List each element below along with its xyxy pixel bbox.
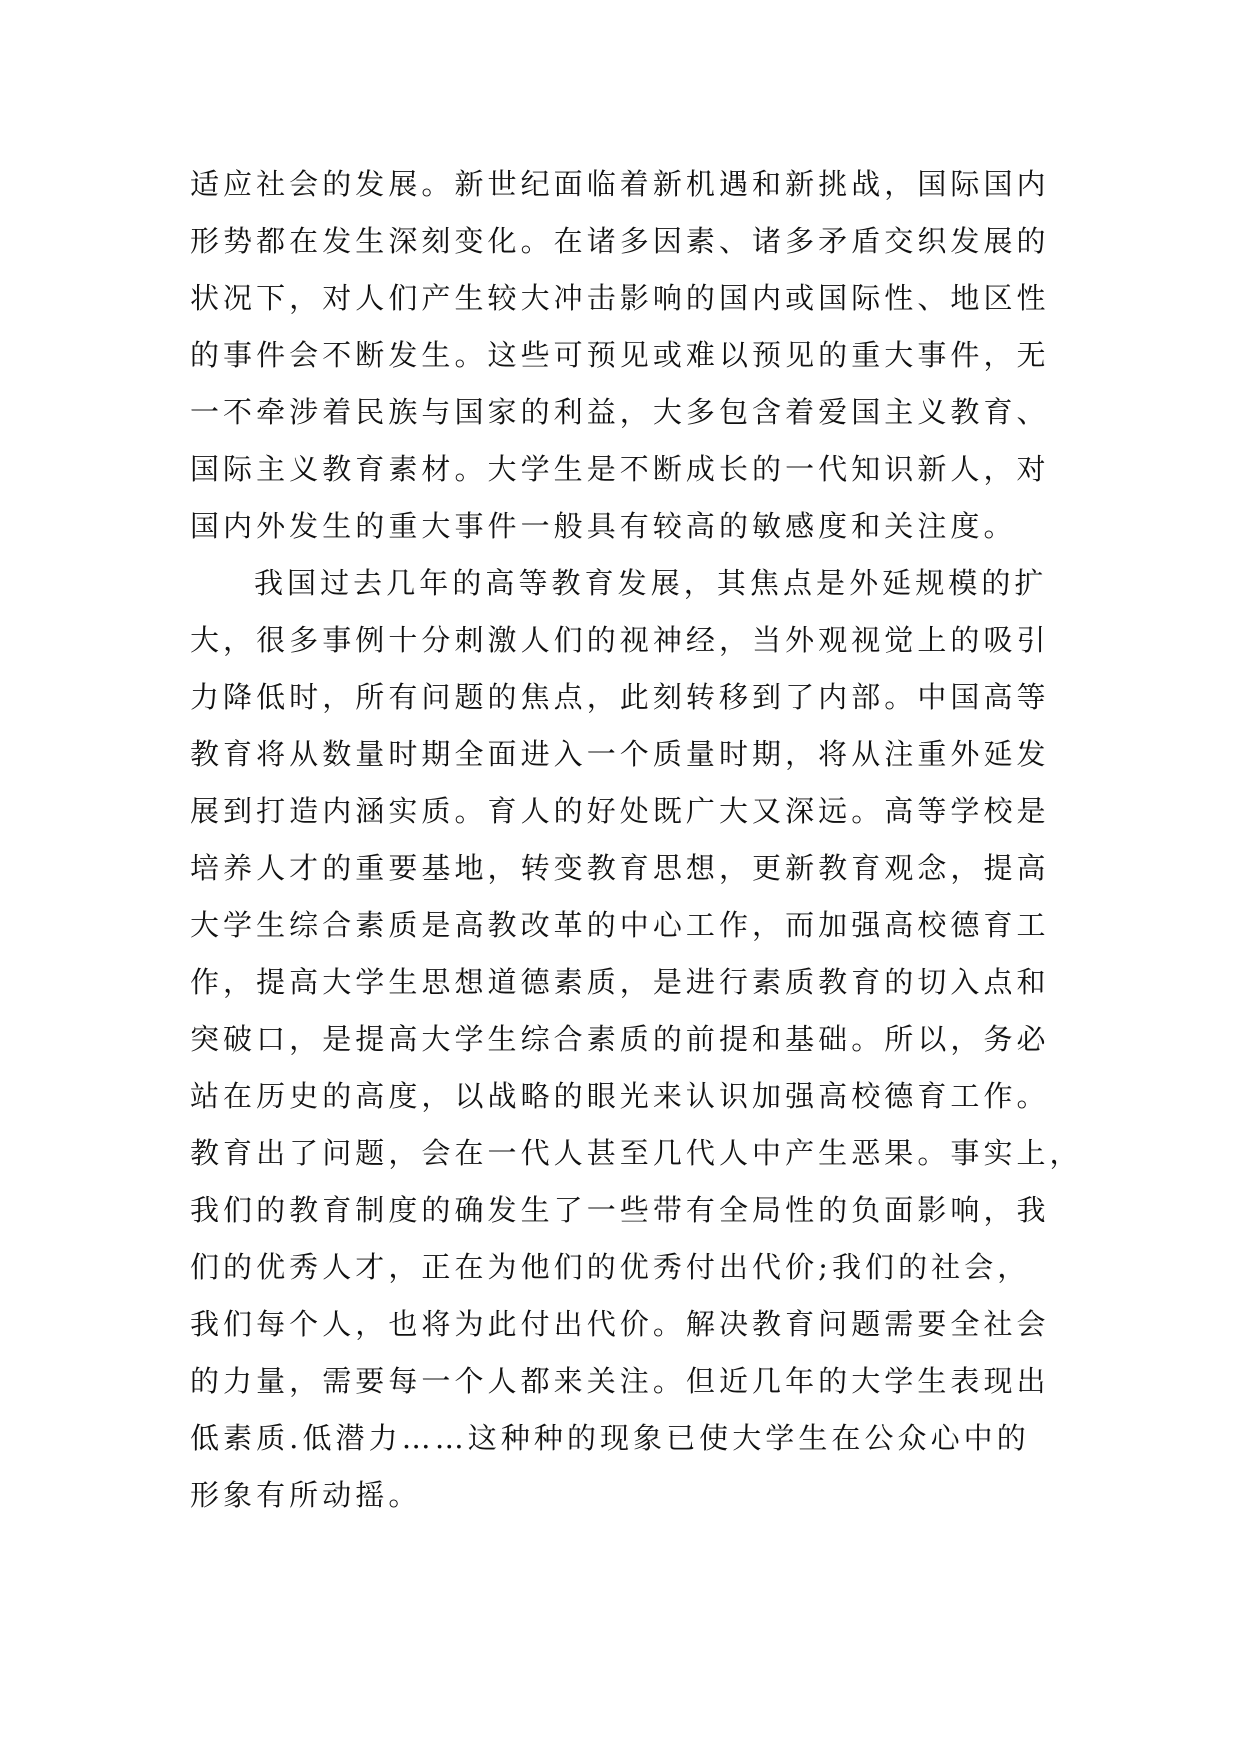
text-line: 突破口，是提高大学生综合素质的前提和基础。所以，务必 bbox=[190, 1022, 1050, 1056]
text-line: 状况下，对人们产生较大冲击影响的国内或国际性、地区性 bbox=[190, 281, 1050, 315]
text-line: 我国过去几年的高等教育发展，其焦点是外延规模的扩 bbox=[254, 566, 1048, 600]
paragraph-1 bbox=[190, 156, 1070, 555]
document-body bbox=[190, 156, 1083, 1524]
text-line: 大，很多事例十分刺激人们的视神经，当外观视觉上的吸引 bbox=[190, 623, 1050, 657]
text-line: 站在历史的高度，以战略的眼光来认识加强高校德育工作。 bbox=[190, 1079, 1050, 1113]
text-line: 我们的教育制度的确发生了一些带有全局性的负面影响，我 bbox=[190, 1193, 1050, 1227]
text-line: 们的优秀人才，正在为他们的优秀付出代价;我们的社会， bbox=[190, 1250, 1031, 1284]
text-line: 国际主义教育素材。大学生是不断成长的一代知识新人，对 bbox=[190, 452, 1050, 486]
text-line: 形势都在发生深刻变化。在诸多因素、诸多矛盾交织发展的 bbox=[190, 224, 1050, 258]
paragraph-2 bbox=[190, 555, 1083, 1524]
text-line: 低素质.低潜力……这种种的现象已使大学生在公众心中的 bbox=[190, 1421, 1030, 1455]
text-line: 作，提高大学生思想道德素质，是进行素质教育的切入点和 bbox=[190, 965, 1050, 999]
text-line: 培养人才的重要基地，转变教育思想，更新教育观念，提高 bbox=[190, 851, 1050, 885]
text-line: 的事件会不断发生。这些可预见或难以预见的重大事件，无 bbox=[190, 338, 1050, 372]
text-line: 的力量，需要每一个人都来关注。但近几年的大学生表现出 bbox=[190, 1364, 1050, 1398]
text-line: 一不牵涉着民族与国家的利益，大多包含着爱国主义教育、 bbox=[190, 395, 1050, 429]
text-line: 形象有所动摇。 bbox=[190, 1478, 422, 1512]
text-line: 教育出了问题，会在一代人甚至几代人中产生恶果。事实上， bbox=[190, 1136, 1083, 1170]
text-line: 大学生综合素质是高教改革的中心工作，而加强高校德育工 bbox=[190, 908, 1050, 942]
text-line: 适应社会的发展。新世纪面临着新机遇和新挑战，国际国内 bbox=[190, 167, 1050, 201]
text-line: 教育将从数量时期全面进入一个质量时期，将从注重外延发 bbox=[190, 737, 1050, 771]
text-line: 我们每个人，也将为此付出代价。解决教育问题需要全社会 bbox=[190, 1307, 1050, 1341]
text-line: 展到打造内涵实质。育人的好处既广大又深远。高等学校是 bbox=[190, 794, 1050, 828]
text-line: 力降低时，所有问题的焦点，此刻转移到了内部。中国高等 bbox=[190, 680, 1050, 714]
text-line: 国内外发生的重大事件一般具有较高的敏感度和关注度。 bbox=[190, 509, 1017, 543]
